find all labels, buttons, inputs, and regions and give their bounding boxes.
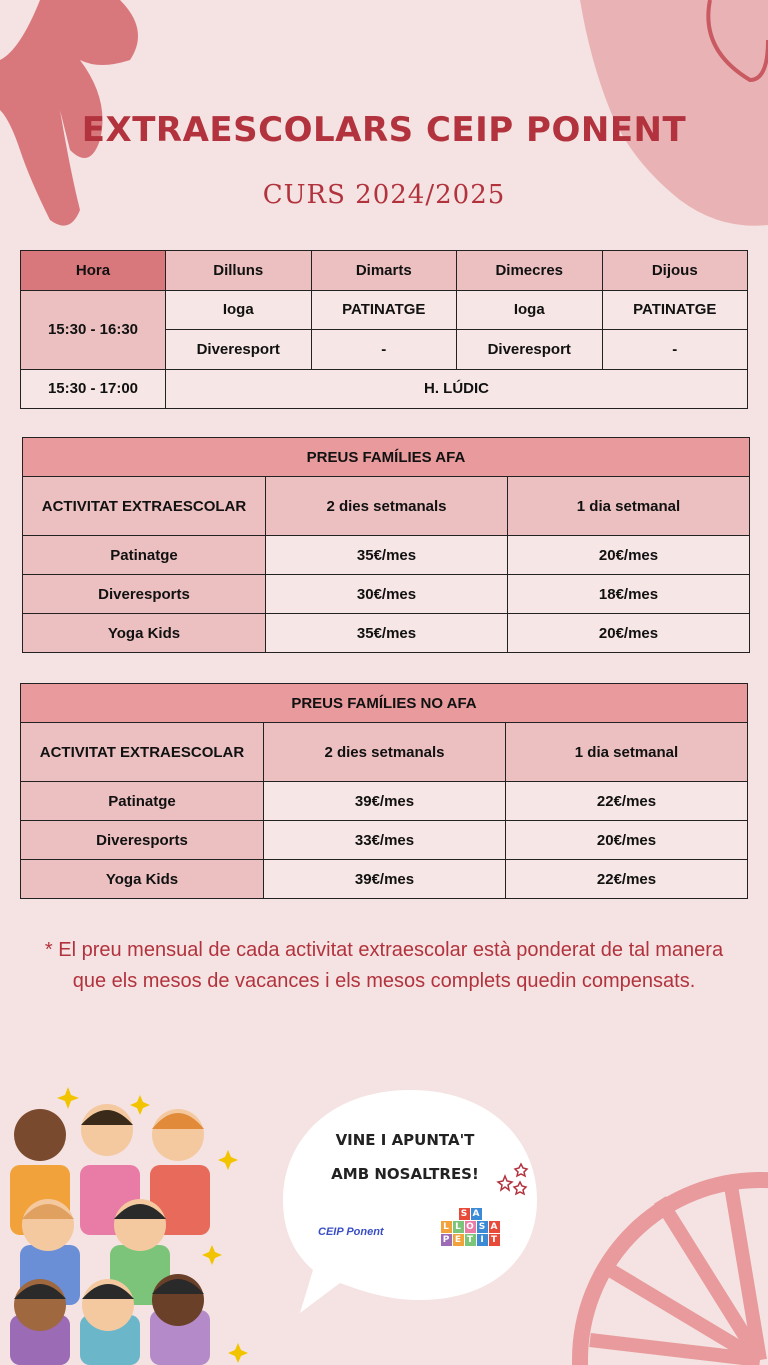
time-slot: 15:30 - 16:30 [21,290,166,369]
table-title: PREUS FAMÍLIES NO AFA [21,684,748,723]
header-dimecres: Dimecres [457,251,603,291]
price-cell: 30€/mes [266,575,508,614]
schedule-cell: Diveresport [457,330,603,370]
time-slot: 15:30 - 17:00 [21,369,166,409]
table-row [21,860,748,899]
decorative-wheel-shape [570,1160,768,1365]
cta-line: VINE I APUNTA'T [335,1131,475,1149]
pricing-note [0,935,768,997]
column-header: 1 dia setmanal [506,723,748,782]
schedule-table [20,250,748,409]
column-header: 2 dies setmanals [266,477,508,536]
price-cell: 20€/mes [506,821,748,860]
stars-icon [495,1162,531,1200]
table-row [23,614,750,653]
price-cell: 39€/mes [264,782,506,821]
note-line: * El preu mensual de cada activitat extraescolar està ponderat de tal manera [44,939,724,961]
schedule-cell: PATINATGE [602,290,748,330]
header-dimarts: Dimarts [311,251,457,291]
header-dijous: Dijous [602,251,748,291]
sa-llosa-petita-logo: S A L L O S A P E T I T [440,1208,500,1247]
column-header: ACTIVITAT EXTRAESCOLAR [21,723,264,782]
price-cell: 20€/mes [508,536,750,575]
schedule-row [21,290,748,330]
activity-name: Diveresports [21,821,264,860]
header-dilluns: Dilluns [166,251,312,291]
table-row [21,821,748,860]
activity-name: Yoga Kids [23,614,266,653]
prices-no-afa-table [20,683,748,899]
schedule-row [21,369,748,409]
page-title: EXTRAESCOLARS CEIP PONENT [81,110,687,150]
price-cell: 35€/mes [266,614,508,653]
table-title: PREUS FAMÍLIES AFA [23,438,750,477]
price-cell: 22€/mes [506,782,748,821]
price-cell: 35€/mes [266,536,508,575]
call-to-action [300,1123,510,1191]
schedule-cell: - [311,330,457,370]
ceip-ponent-logo: CEIP Ponent [318,1226,384,1238]
prices-afa-table [22,437,750,653]
schedule-cell: - [602,330,748,370]
activity-name: Patinatge [21,782,264,821]
header-hora: Hora [21,251,166,291]
table-row [23,575,750,614]
speech-bubble [275,1085,545,1320]
table-row [21,782,748,821]
schedule-cell: Ioga [457,290,603,330]
column-header: 1 dia setmanal [508,477,750,536]
schedule-cell: Ioga [166,290,312,330]
cta-line: AMB NOSALTRES! [331,1165,479,1183]
schedule-header-row [21,251,748,291]
column-header: 2 dies setmanals [264,723,506,782]
schedule-cell: PATINATGE [311,290,457,330]
schedule-cell-ludic: H. LÚDIC [166,369,748,409]
schedule-cell: Diveresport [166,330,312,370]
note-line: que els mesos de vacances i els mesos complets quedin compensats. [72,970,696,992]
price-cell: 22€/mes [506,860,748,899]
page-subtitle: CURS 2024/2025 [262,180,506,210]
activity-name: Patinatge [23,536,266,575]
price-cell: 18€/mes [508,575,750,614]
price-cell: 39€/mes [264,860,506,899]
activity-name: Yoga Kids [21,860,264,899]
column-header: ACTIVITAT EXTRAESCOLAR [23,477,266,536]
activity-name: Diveresports [23,575,266,614]
price-cell: 33€/mes [264,821,506,860]
children-illustration [0,1085,260,1365]
table-row [23,536,750,575]
price-cell: 20€/mes [508,614,750,653]
